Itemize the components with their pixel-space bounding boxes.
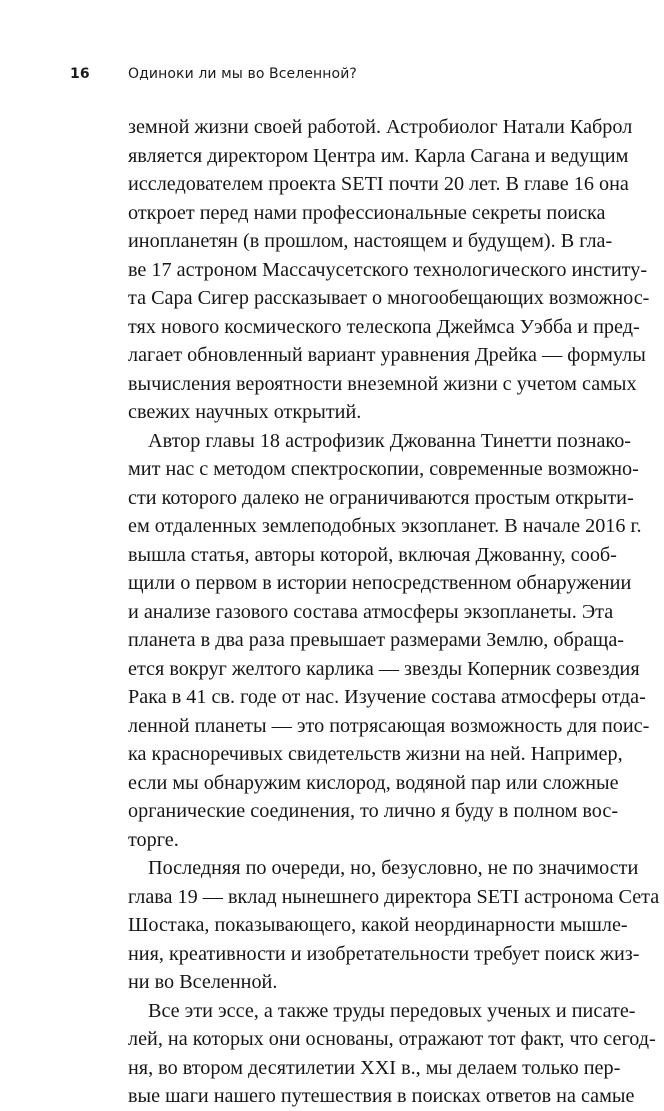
text-line: если мы обнаружим кислород, водяной пар или сложные [128,771,619,794]
paragraph [128,427,650,855]
text-line: исследователем проекта SETI почти 20 лет. В главе 16 она [128,173,629,195]
text-line: является директором Центра им. Карла Сагана и ведущим [128,144,629,167]
text-line: лагает обновленный вариант уравнения Дрейка — формулы [128,344,646,366]
text-line: Все эти эссе, а также труды передовых ученых и писате- [148,999,636,1022]
text-line: и анализе газового состава атмосферы экзопланеты. Эта [128,600,614,623]
text-line: вычисления вероятности внеземной жизни с учетом самых [128,372,637,395]
text-line: ня, во втором десятилетии XXI в., мы делаем только пер- [128,1056,621,1079]
text-line: планета в два раза превышает размерами Землю, обраща- [128,629,625,651]
paragraph [128,997,656,1111]
text-line: вые шаги нашего путешествия в поисках ответов на самые [128,1085,635,1107]
text-line: инопланетян (в прошлом, настоящем и будущем). В гла- [128,230,613,252]
page-number: 16 [70,66,90,82]
text-line: свежих научных открытий. [128,401,362,423]
text-line: сти которого далеко не ограничиваются простым открыти- [128,486,634,509]
text-line: Рака в 41 св. годе от нас. Изучение состава атмосферы отда- [128,686,646,708]
text-line: лей, на которых они основаны, отражают тот факт, что сегод- [128,1028,656,1050]
text-line: тях нового космического телескопа Джеймса Уэбба и пред- [128,315,640,338]
text-line: органические соединения, то лично я буду в полном вос- [128,800,619,822]
text-line: ем отдаленных землеподобных экзопланет. В начале 2016 г. [128,515,642,537]
text-line: глава 19 — вклад нынешнего директора SETI астронома Сета [128,885,660,908]
text-line: мит нас с методом спектроскопии, современные возможно- [128,458,639,480]
text-line: щили о первом в истории непосредственном обнаружении [128,572,632,594]
text-line: земной жизни своей работой. Астробиолог Натали Каброл [128,116,633,138]
text-line: ется вокруг желтого карлика — звезды Коперник созвездия [128,657,640,680]
running-head [70,66,600,86]
text-line: ния, креативности и изобретательности требует поиск жиз- [128,942,640,965]
text-line: вышла статья, авторы которой, включая Джованну, сооб- [128,543,617,566]
running-title: Одиноки ли мы во Вселенной? [128,66,357,82]
text-line: та Сара Сигер рассказывает о многообещающих возможнос- [128,287,650,309]
text-line: Шостака, показывающего, какой неординарности мышле- [128,914,628,936]
text-line: торге. [128,828,179,851]
text-line: ка красноречивых свидетельств жизни на ней. Например, [128,743,623,765]
text-line: откроет перед нами профессиональные секреты поиска [128,201,606,224]
text-line: ве 17 астроном Массачусетского технологического институ- [128,258,648,281]
paragraph [128,113,650,427]
text-line: ни во Вселенной. [128,971,278,993]
paragraph [128,854,660,997]
body-text [128,113,660,1111]
text-line: Автор главы 18 астрофизик Джованна Тинетти познако- [148,429,632,452]
text-line: Последняя по очереди, но, безусловно, не по значимости [148,857,639,879]
text-line: ленной планеты — это потрясающая возможность для поис- [128,714,650,737]
